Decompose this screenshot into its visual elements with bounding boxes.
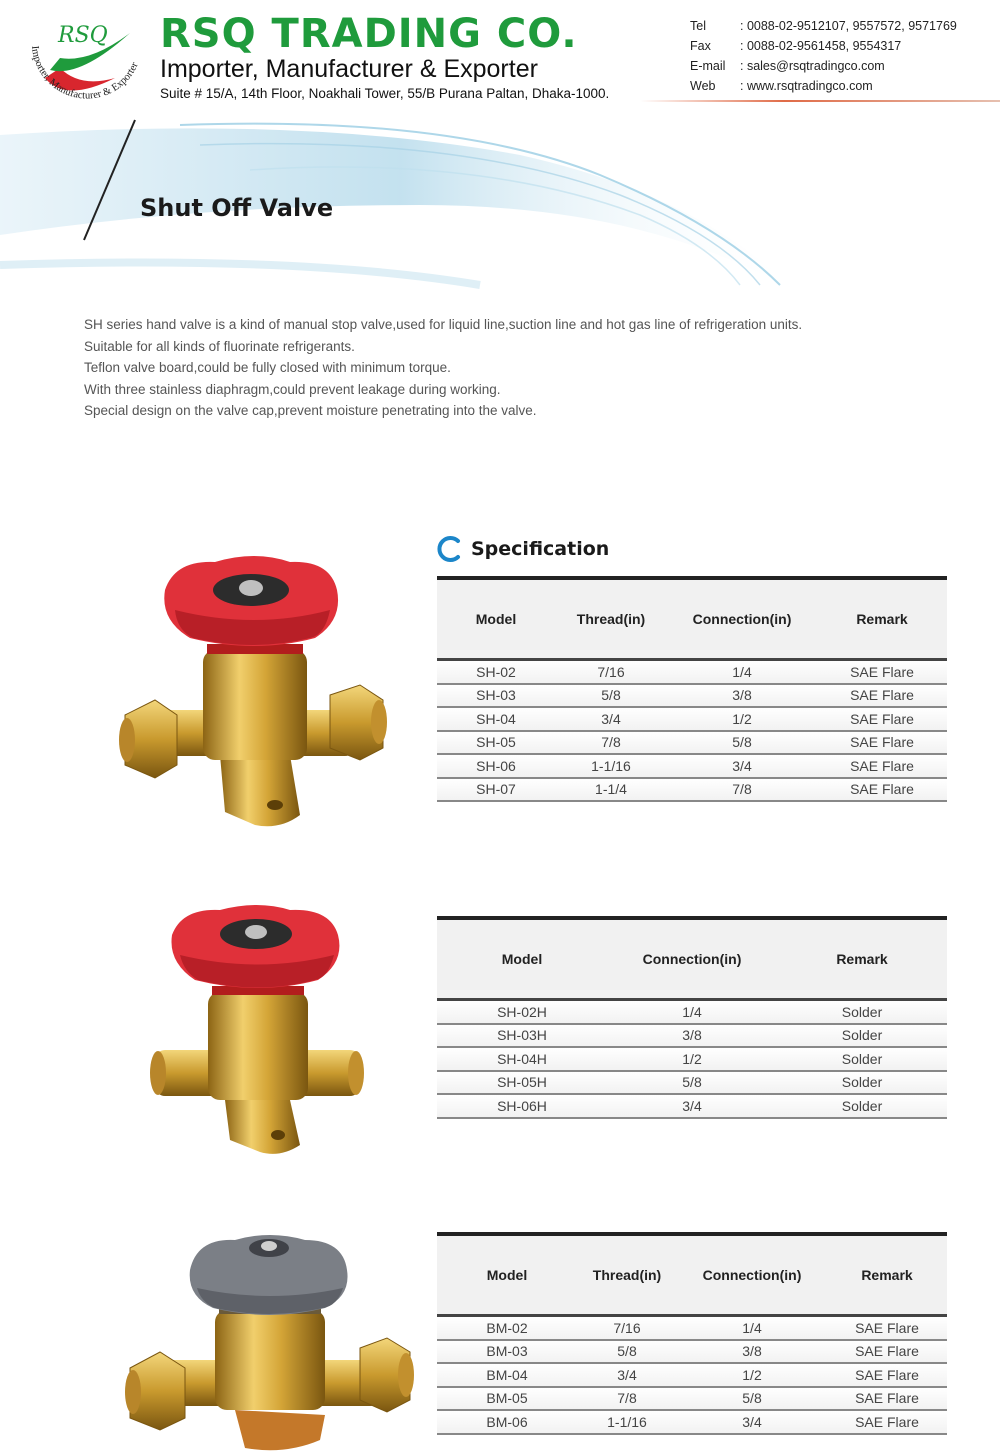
cell-model: SH-04H <box>497 1050 547 1067</box>
cell-thread: 3/4 <box>601 710 621 727</box>
cell-remark: Solder <box>841 1003 883 1020</box>
product-description <box>84 314 802 422</box>
spec-c-icon <box>436 535 464 563</box>
cell-connection: 3/8 <box>682 1027 702 1044</box>
description-line: Special design on the valve cap,prevent moisture penetrating into the valve. <box>84 403 537 418</box>
spec-title: Specification <box>471 538 610 560</box>
cell-connection: 5/8 <box>732 734 752 751</box>
contact-fax <box>690 36 957 56</box>
company-tagline: Importer, Manufacturer & Exporter <box>160 55 538 83</box>
header-thread: Thread(in) <box>576 611 646 627</box>
table-row <box>437 685 947 709</box>
cell-remark: SAE Flare <box>850 687 914 704</box>
description-line: SH series hand valve is a kind of manual stop valve,used for liquid line,suction line and hot gas line of refrigeration units. <box>84 317 803 332</box>
cell-remark: SAE Flare <box>850 663 914 680</box>
title-slash <box>80 118 140 243</box>
contact-value[interactable]: : www.rsqtradingco.com <box>740 79 873 93</box>
table-body <box>437 1317 947 1435</box>
header-connection: Connection(in) <box>642 951 742 967</box>
description-line: Teflon valve board,could be fully closed with minimum torque. <box>84 360 451 375</box>
table-body <box>437 661 947 802</box>
cell-model: SH-03 <box>476 687 516 704</box>
table-row <box>437 1001 947 1025</box>
cell-connection: 3/4 <box>682 1097 702 1114</box>
table-header-row <box>437 920 947 998</box>
cell-connection: 5/8 <box>742 1390 762 1407</box>
contact-value: : 0088-02-9561458, 9554317 <box>740 39 902 53</box>
description-line: Suitable for all kinds of fluorinate refrigerants. <box>84 338 355 354</box>
logo-text: RSQ <box>58 23 108 48</box>
cell-remark: SAE Flare <box>850 781 914 798</box>
valve-image-sh-flare <box>115 550 390 830</box>
table-row <box>437 1388 947 1412</box>
contact-web[interactable] <box>690 76 957 96</box>
cell-remark: SAE Flare <box>855 1413 919 1430</box>
cell-thread: 1-1/16 <box>607 1413 647 1430</box>
cell-model: SH-03H <box>497 1027 547 1044</box>
section-title: Shut Off Valve <box>140 194 334 222</box>
cell-connection: 1/2 <box>732 710 752 727</box>
table-row <box>437 732 947 756</box>
cell-connection: 3/8 <box>732 687 752 704</box>
header-divider <box>640 100 1000 102</box>
table-body <box>437 1001 947 1119</box>
table-row <box>437 661 947 685</box>
contact-block <box>690 16 957 96</box>
cell-connection: 3/4 <box>732 757 752 774</box>
cell-remark: SAE Flare <box>850 757 914 774</box>
contact-value[interactable]: : sales@rsqtradingco.com <box>740 59 885 73</box>
cell-thread: 7/8 <box>617 1390 637 1407</box>
cell-connection: 1/4 <box>732 663 752 680</box>
header-remark: Remark <box>836 951 888 967</box>
valve-image-sh-solder <box>150 900 365 1160</box>
cell-connection: 3/4 <box>742 1413 762 1430</box>
cell-model: SH-05 <box>476 734 516 751</box>
table-row <box>437 708 947 732</box>
svg-text:Importer, Manufacturer & Expor <box>29 45 141 101</box>
header-remark: Remark <box>856 611 908 627</box>
cell-remark: SAE Flare <box>850 710 914 727</box>
cell-model: SH-07 <box>476 781 516 798</box>
cell-thread: 5/8 <box>601 687 621 704</box>
header-model: Model <box>486 1267 528 1283</box>
table-row <box>437 1411 947 1435</box>
cell-model: SH-02H <box>497 1003 547 1020</box>
table-row <box>437 1364 947 1388</box>
table-row <box>437 1025 947 1049</box>
cell-model: BM-02 <box>486 1319 528 1336</box>
cell-thread: 7/8 <box>601 734 621 751</box>
cell-connection: 5/8 <box>682 1074 702 1091</box>
cell-thread: 3/4 <box>617 1366 637 1383</box>
contact-label: Web <box>690 79 716 93</box>
table-row <box>437 1072 947 1096</box>
description-line: With three stainless diaphragm,could prevent leakage during working. <box>84 381 501 397</box>
table-row <box>437 1317 947 1341</box>
contact-label: E-mail <box>690 59 726 73</box>
cell-remark: SAE Flare <box>850 734 914 751</box>
header-connection: Connection(in) <box>702 1267 802 1283</box>
cell-model: BM-05 <box>486 1390 528 1407</box>
cell-remark: SAE Flare <box>855 1343 919 1360</box>
cell-thread: 5/8 <box>617 1343 637 1360</box>
cell-connection: 1/4 <box>742 1319 762 1336</box>
spec-table-sh <box>437 576 947 802</box>
company-name: RSQ TRADING CO. <box>160 11 578 57</box>
cell-model: SH-06H <box>497 1097 547 1114</box>
cell-remark: SAE Flare <box>855 1366 919 1383</box>
contact-value: : 0088-02-9512107, 9557572, 9571769 <box>740 19 957 33</box>
cell-thread: 1-1/16 <box>591 757 631 774</box>
cell-model: SH-05H <box>497 1074 547 1091</box>
cell-remark: Solder <box>841 1027 883 1044</box>
table-row <box>437 1048 947 1072</box>
table-header-row <box>437 1236 947 1314</box>
company-logo <box>20 8 155 108</box>
cell-connection: 1/2 <box>682 1050 702 1067</box>
table-row <box>437 1341 947 1365</box>
cell-remark: SAE Flare <box>855 1390 919 1407</box>
cell-thread: 7/16 <box>613 1319 641 1336</box>
valve-image-bm-flare <box>125 1230 415 1455</box>
table-row <box>437 1095 947 1119</box>
header-model: Model <box>501 951 543 967</box>
cell-remark: Solder <box>841 1097 883 1114</box>
cell-model: SH-02 <box>476 663 516 680</box>
cell-connection: 1/2 <box>742 1366 762 1383</box>
cell-thread: 7/16 <box>597 663 625 680</box>
cell-thread: 1-1/4 <box>595 781 627 798</box>
cell-model: SH-06 <box>476 757 516 774</box>
contact-email[interactable] <box>690 56 957 76</box>
header-model: Model <box>475 611 517 627</box>
company-address: Suite # 15/A, 14th Floor, Noakhali Tower, 55/B Purana Paltan, Dhaka-1000. <box>160 86 610 101</box>
table-header-row <box>437 580 947 658</box>
logo-ring-text: Importer, Manufacturer & Exporter <box>28 45 141 102</box>
cell-connection: 7/8 <box>732 781 752 798</box>
cell-model: SH-04 <box>476 710 516 727</box>
table-row <box>437 779 947 803</box>
cell-model: BM-03 <box>486 1343 528 1360</box>
spec-table-sh-h <box>437 916 947 1119</box>
cell-connection: 3/8 <box>742 1343 762 1360</box>
contact-tel <box>690 16 957 36</box>
cell-model: BM-06 <box>486 1413 528 1430</box>
spec-table-bm <box>437 1232 947 1435</box>
table-row <box>437 755 947 779</box>
contact-label: Tel <box>690 19 706 33</box>
contact-label: Fax <box>690 39 711 53</box>
header-remark: Remark <box>861 1267 913 1283</box>
header-thread: Thread(in) <box>592 1267 662 1283</box>
header-connection: Connection(in) <box>692 611 792 627</box>
cell-remark: Solder <box>841 1074 883 1091</box>
cell-remark: Solder <box>841 1050 883 1067</box>
cell-remark: SAE Flare <box>855 1319 919 1336</box>
cell-connection: 1/4 <box>682 1003 702 1020</box>
cell-model: BM-04 <box>486 1366 528 1383</box>
